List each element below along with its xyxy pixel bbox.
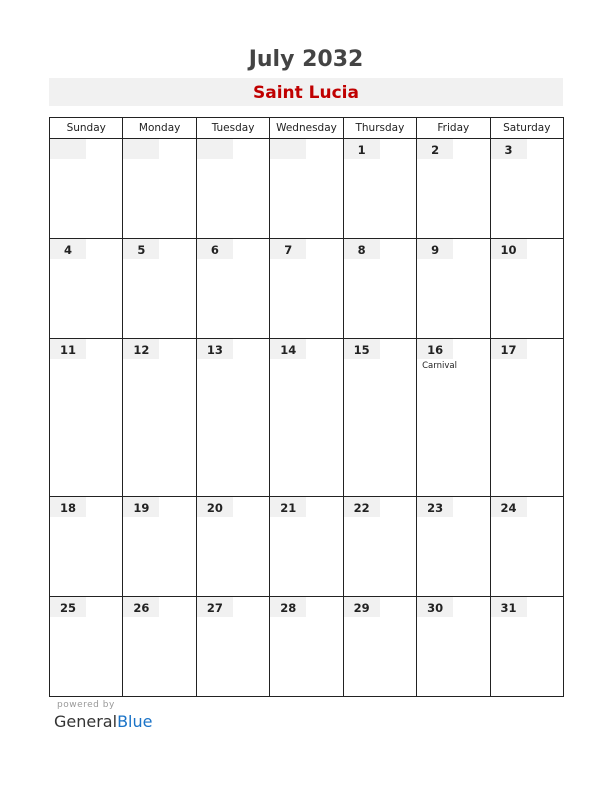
day-number [197,139,233,159]
day-number: 15 [344,339,380,359]
day-cell [270,339,343,496]
day-cell [490,139,563,239]
day-cell [50,339,123,496]
day-number: 28 [270,597,306,617]
week-row [50,139,564,239]
brand-name-general: General [54,712,118,731]
week-row [50,496,564,596]
day-number: 1 [344,139,380,159]
day-number: 27 [197,597,233,617]
day-cell [50,596,123,696]
day-cell [343,339,416,496]
day-cell [490,496,563,596]
day-number: 8 [344,239,380,259]
week-row [50,239,564,339]
day-cell [196,139,269,239]
day-number: 2 [417,139,453,159]
brand-logo[interactable] [54,712,152,731]
day-cell-holiday [417,339,490,496]
day-number: 9 [417,239,453,259]
day-number: 10 [491,239,527,259]
day-number: 4 [50,239,86,259]
day-number: 25 [50,597,86,617]
day-cell [196,339,269,496]
day-cell [196,239,269,339]
day-number: 24 [491,497,527,517]
day-number: 3 [491,139,527,159]
powered-by-text: powered by [57,700,115,710]
day-number: 12 [123,339,159,359]
day-cell [270,239,343,339]
day-cell [196,496,269,596]
weekday-sunday: Sunday [50,118,123,139]
day-cell [490,596,563,696]
day-number [270,139,306,159]
weekday-saturday: Saturday [490,118,563,139]
day-cell [123,496,196,596]
day-cell [123,139,196,239]
day-cell [50,239,123,339]
day-number: 5 [123,239,159,259]
day-number: 22 [344,497,380,517]
day-cell [123,239,196,339]
day-number: 23 [417,497,453,517]
day-cell [343,239,416,339]
day-cell [417,596,490,696]
day-number: 26 [123,597,159,617]
day-cell [270,596,343,696]
day-cell [417,239,490,339]
day-number: 29 [344,597,380,617]
day-number: 6 [197,239,233,259]
day-cell [123,339,196,496]
calendar-grid [49,117,564,697]
day-cell [196,596,269,696]
day-cell [417,139,490,239]
day-number: 16 [417,339,453,359]
day-number [123,139,159,159]
day-cell [50,139,123,239]
day-number: 30 [417,597,453,617]
day-number: 18 [50,497,86,517]
day-cell [417,496,490,596]
weekday-thursday: Thursday [343,118,416,139]
weekday-wednesday: Wednesday [270,118,343,139]
brand-name-blue: Blue [117,712,153,731]
day-cell [343,139,416,239]
weekday-tuesday: Tuesday [196,118,269,139]
day-cell [270,139,343,239]
day-number: 31 [491,597,527,617]
day-number: 21 [270,497,306,517]
day-cell [270,496,343,596]
country-name: Saint Lucia [252,83,359,103]
day-cell [490,239,563,339]
calendar-title: July 2032 [248,47,364,72]
weekday-monday: Monday [123,118,196,139]
day-number: 19 [123,497,159,517]
holiday-label: Carnival [422,361,457,372]
day-cell [50,496,123,596]
country-banner [49,78,563,106]
day-number: 17 [491,339,527,359]
day-number: 14 [270,339,306,359]
weekday-friday: Friday [417,118,490,139]
day-cell [343,496,416,596]
week-row [50,596,564,696]
day-number: 11 [50,339,86,359]
day-cell [343,596,416,696]
day-number: 20 [197,497,233,517]
day-cell [123,596,196,696]
day-number [50,139,86,159]
week-row [50,339,564,496]
day-number: 7 [270,239,306,259]
weekday-header-row [50,118,564,139]
day-number: 13 [197,339,233,359]
day-cell [490,339,563,496]
